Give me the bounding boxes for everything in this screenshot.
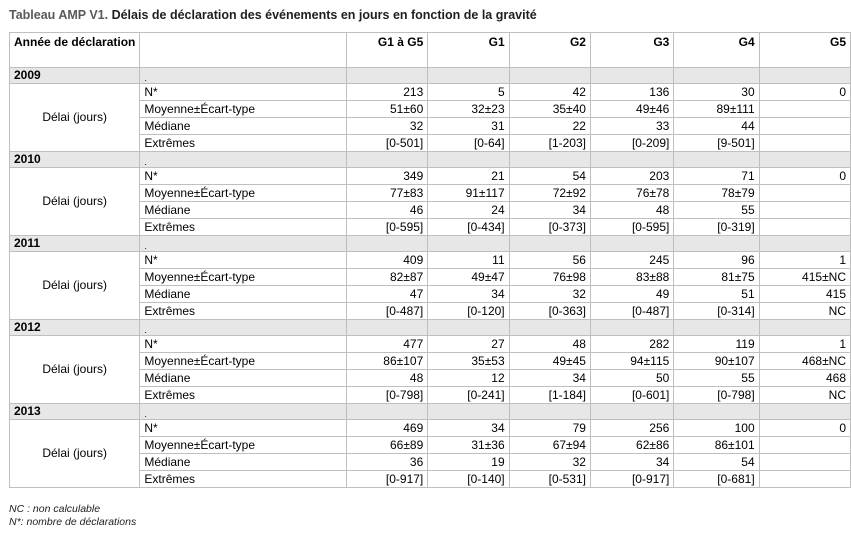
value-cell: [0-531]	[509, 471, 590, 488]
year-row	[10, 320, 851, 336]
value-cell: 415±NC	[759, 269, 850, 286]
value-cell: 415	[759, 286, 850, 303]
footnotes	[9, 503, 136, 529]
group-label: Délai (jours)	[10, 420, 140, 488]
value-cell: 48	[346, 370, 428, 387]
year-blank-cell	[590, 320, 673, 336]
year-blank-cell	[509, 320, 590, 336]
value-cell: NC	[759, 303, 850, 320]
row-label: N*	[140, 336, 346, 353]
row-label: Extrêmes	[140, 303, 346, 320]
value-cell: 71	[674, 168, 759, 185]
value-cell: 32	[346, 118, 428, 135]
year-dot: .	[140, 68, 346, 84]
value-cell: 409	[346, 252, 428, 269]
value-cell: 90±107	[674, 353, 759, 370]
year-blank-cell	[759, 152, 850, 168]
year-blank-cell	[674, 236, 759, 252]
caption-lead: Tableau AMP V1.	[9, 8, 109, 22]
value-cell: 54	[509, 168, 590, 185]
value-cell: 32	[509, 286, 590, 303]
year-blank-cell	[759, 404, 850, 420]
value-cell: 19	[428, 454, 509, 471]
value-cell: [0-917]	[590, 471, 673, 488]
value-cell: [0-595]	[590, 219, 673, 236]
value-cell: [0-373]	[509, 219, 590, 236]
year-blank-cell	[428, 152, 509, 168]
data-table	[9, 32, 851, 488]
row-label: N*	[140, 168, 346, 185]
value-cell: [0-595]	[346, 219, 428, 236]
row-label: Médiane	[140, 202, 346, 219]
value-cell: 55	[674, 202, 759, 219]
year-cell: 2013	[10, 404, 140, 420]
value-cell: 51±60	[346, 101, 428, 118]
year-blank-cell	[674, 152, 759, 168]
value-cell: [0-917]	[346, 471, 428, 488]
group-label: Délai (jours)	[10, 84, 140, 152]
value-cell	[759, 437, 850, 454]
value-cell	[759, 135, 850, 152]
caption-title: Délais de déclaration des événements en jours en fonction de la gravité	[108, 8, 537, 22]
value-cell: 36	[346, 454, 428, 471]
row-label: Médiane	[140, 370, 346, 387]
value-cell: [9-501]	[674, 135, 759, 152]
value-cell: 78±79	[674, 185, 759, 202]
year-blank-cell	[428, 236, 509, 252]
value-cell	[759, 101, 850, 118]
value-cell: 27	[428, 336, 509, 353]
value-cell: 47	[346, 286, 428, 303]
year-blank-cell	[759, 320, 850, 336]
year-row	[10, 68, 851, 84]
value-cell: 94±115	[590, 353, 673, 370]
value-cell: 0	[759, 420, 850, 437]
year-row	[10, 404, 851, 420]
year-blank-cell	[674, 320, 759, 336]
value-cell: [0-209]	[590, 135, 673, 152]
year-cell: 2009	[10, 68, 140, 84]
value-cell: 32	[509, 454, 590, 471]
year-blank-cell	[590, 152, 673, 168]
value-cell: 468±NC	[759, 353, 850, 370]
footnote-n: N*: nombre de déclarations	[9, 516, 137, 528]
value-cell: 62±86	[590, 437, 673, 454]
year-blank-cell	[759, 68, 850, 84]
row-label: Médiane	[140, 454, 346, 471]
year-blank-cell	[346, 68, 428, 84]
header-year: Année de déclaration	[10, 33, 140, 68]
value-cell: 54	[674, 454, 759, 471]
row-label: N*	[140, 252, 346, 269]
header-row	[10, 33, 851, 68]
table-row	[10, 252, 851, 269]
value-cell: 31	[428, 118, 509, 135]
table-body	[10, 33, 851, 488]
year-dot: .	[140, 236, 346, 252]
year-blank-cell	[590, 68, 673, 84]
year-blank-cell	[428, 68, 509, 84]
year-blank-cell	[590, 404, 673, 420]
year-blank-cell	[346, 152, 428, 168]
value-cell: 31±36	[428, 437, 509, 454]
value-cell	[759, 118, 850, 135]
value-cell: 77±83	[346, 185, 428, 202]
year-dot: .	[140, 320, 346, 336]
value-cell: 0	[759, 84, 850, 101]
year-cell: 2012	[10, 320, 140, 336]
value-cell: 34	[428, 420, 509, 437]
header-col-g4: G4	[674, 33, 759, 68]
value-cell: 49±46	[590, 101, 673, 118]
value-cell: [0-681]	[674, 471, 759, 488]
value-cell: 203	[590, 168, 673, 185]
year-dot: .	[140, 404, 346, 420]
year-blank-cell	[509, 68, 590, 84]
value-cell: 11	[428, 252, 509, 269]
group-label: Délai (jours)	[10, 252, 140, 320]
value-cell: 76±78	[590, 185, 673, 202]
year-cell: 2011	[10, 236, 140, 252]
value-cell: NC	[759, 387, 850, 404]
value-cell: 66±89	[346, 437, 428, 454]
group-label: Délai (jours)	[10, 336, 140, 404]
year-blank-cell	[346, 320, 428, 336]
value-cell: 79	[509, 420, 590, 437]
header-col-g3: G3	[590, 33, 673, 68]
value-cell: 56	[509, 252, 590, 269]
value-cell	[759, 219, 850, 236]
year-blank-cell	[428, 320, 509, 336]
value-cell: 282	[590, 336, 673, 353]
value-cell: [0-314]	[674, 303, 759, 320]
value-cell: 136	[590, 84, 673, 101]
header-col-g1: G1	[428, 33, 509, 68]
value-cell: 50	[590, 370, 673, 387]
value-cell: 477	[346, 336, 428, 353]
value-cell: 0	[759, 168, 850, 185]
row-label: Moyenne±Écart-type	[140, 269, 346, 286]
value-cell: 35±40	[509, 101, 590, 118]
value-cell: 34	[509, 202, 590, 219]
value-cell: [0-319]	[674, 219, 759, 236]
value-cell: 33	[590, 118, 673, 135]
value-cell: 55	[674, 370, 759, 387]
value-cell: 35±53	[428, 353, 509, 370]
value-cell: [0-434]	[428, 219, 509, 236]
value-cell: [1-184]	[509, 387, 590, 404]
year-blank-cell	[590, 236, 673, 252]
row-label: N*	[140, 84, 346, 101]
row-label: Extrêmes	[140, 387, 346, 404]
value-cell: 46	[346, 202, 428, 219]
value-cell: 51	[674, 286, 759, 303]
table-row	[10, 420, 851, 437]
row-label: Médiane	[140, 118, 346, 135]
header-col-g2: G2	[509, 33, 590, 68]
table-row	[10, 336, 851, 353]
value-cell: 72±92	[509, 185, 590, 202]
year-blank-cell	[346, 236, 428, 252]
year-dot: .	[140, 152, 346, 168]
value-cell	[759, 454, 850, 471]
value-cell: 34	[428, 286, 509, 303]
value-cell: 100	[674, 420, 759, 437]
year-blank-cell	[674, 68, 759, 84]
table-row	[10, 84, 851, 101]
value-cell: 96	[674, 252, 759, 269]
row-label: Moyenne±Écart-type	[140, 437, 346, 454]
row-label: Moyenne±Écart-type	[140, 353, 346, 370]
value-cell: 34	[590, 454, 673, 471]
value-cell: 245	[590, 252, 673, 269]
value-cell: 49±45	[509, 353, 590, 370]
value-cell: 1	[759, 336, 850, 353]
value-cell: [0-120]	[428, 303, 509, 320]
year-row	[10, 152, 851, 168]
value-cell: 24	[428, 202, 509, 219]
table-row	[10, 168, 851, 185]
value-cell: 91±117	[428, 185, 509, 202]
value-cell: 256	[590, 420, 673, 437]
value-cell	[759, 185, 850, 202]
value-cell: 89±111	[674, 101, 759, 118]
year-row	[10, 236, 851, 252]
row-label: N*	[140, 420, 346, 437]
value-cell: 213	[346, 84, 428, 101]
value-cell: 81±75	[674, 269, 759, 286]
value-cell: [0-64]	[428, 135, 509, 152]
value-cell: 49	[590, 286, 673, 303]
value-cell: [0-140]	[428, 471, 509, 488]
value-cell: 32±23	[428, 101, 509, 118]
value-cell: 34	[509, 370, 590, 387]
year-blank-cell	[509, 404, 590, 420]
year-blank-cell	[509, 152, 590, 168]
value-cell: 42	[509, 84, 590, 101]
value-cell: [0-798]	[346, 387, 428, 404]
value-cell: 48	[590, 202, 673, 219]
value-cell: 22	[509, 118, 590, 135]
value-cell: 21	[428, 168, 509, 185]
value-cell: 468	[759, 370, 850, 387]
table-caption	[9, 8, 537, 22]
value-cell: 76±98	[509, 269, 590, 286]
value-cell: 349	[346, 168, 428, 185]
value-cell: [0-241]	[428, 387, 509, 404]
year-blank-cell	[674, 404, 759, 420]
row-label: Moyenne±Écart-type	[140, 185, 346, 202]
row-label: Moyenne±Écart-type	[140, 101, 346, 118]
year-blank-cell	[428, 404, 509, 420]
row-label: Extrêmes	[140, 135, 346, 152]
year-blank-cell	[346, 404, 428, 420]
value-cell: [0-798]	[674, 387, 759, 404]
row-label: Extrêmes	[140, 471, 346, 488]
value-cell: [0-363]	[509, 303, 590, 320]
row-label: Extrêmes	[140, 219, 346, 236]
value-cell: 86±101	[674, 437, 759, 454]
header-col-g1g5: G1 à G5	[346, 33, 428, 68]
value-cell: 48	[509, 336, 590, 353]
value-cell: 49±47	[428, 269, 509, 286]
row-label: Médiane	[140, 286, 346, 303]
value-cell: 86±107	[346, 353, 428, 370]
value-cell: 119	[674, 336, 759, 353]
header-col-g5: G5	[759, 33, 850, 68]
header-label-blank	[140, 33, 346, 68]
value-cell: 1	[759, 252, 850, 269]
year-blank-cell	[759, 236, 850, 252]
value-cell: 83±88	[590, 269, 673, 286]
value-cell: 5	[428, 84, 509, 101]
value-cell	[759, 471, 850, 488]
value-cell: [0-487]	[590, 303, 673, 320]
value-cell: 469	[346, 420, 428, 437]
value-cell: 82±87	[346, 269, 428, 286]
value-cell: 67±94	[509, 437, 590, 454]
footnote-nc: NC : non calculable	[9, 503, 101, 515]
value-cell: 12	[428, 370, 509, 387]
value-cell: 44	[674, 118, 759, 135]
value-cell: [0-487]	[346, 303, 428, 320]
value-cell: [0-501]	[346, 135, 428, 152]
value-cell	[759, 202, 850, 219]
year-blank-cell	[509, 236, 590, 252]
year-cell: 2010	[10, 152, 140, 168]
value-cell: 30	[674, 84, 759, 101]
group-label: Délai (jours)	[10, 168, 140, 236]
value-cell: [0-601]	[590, 387, 673, 404]
value-cell: [1-203]	[509, 135, 590, 152]
